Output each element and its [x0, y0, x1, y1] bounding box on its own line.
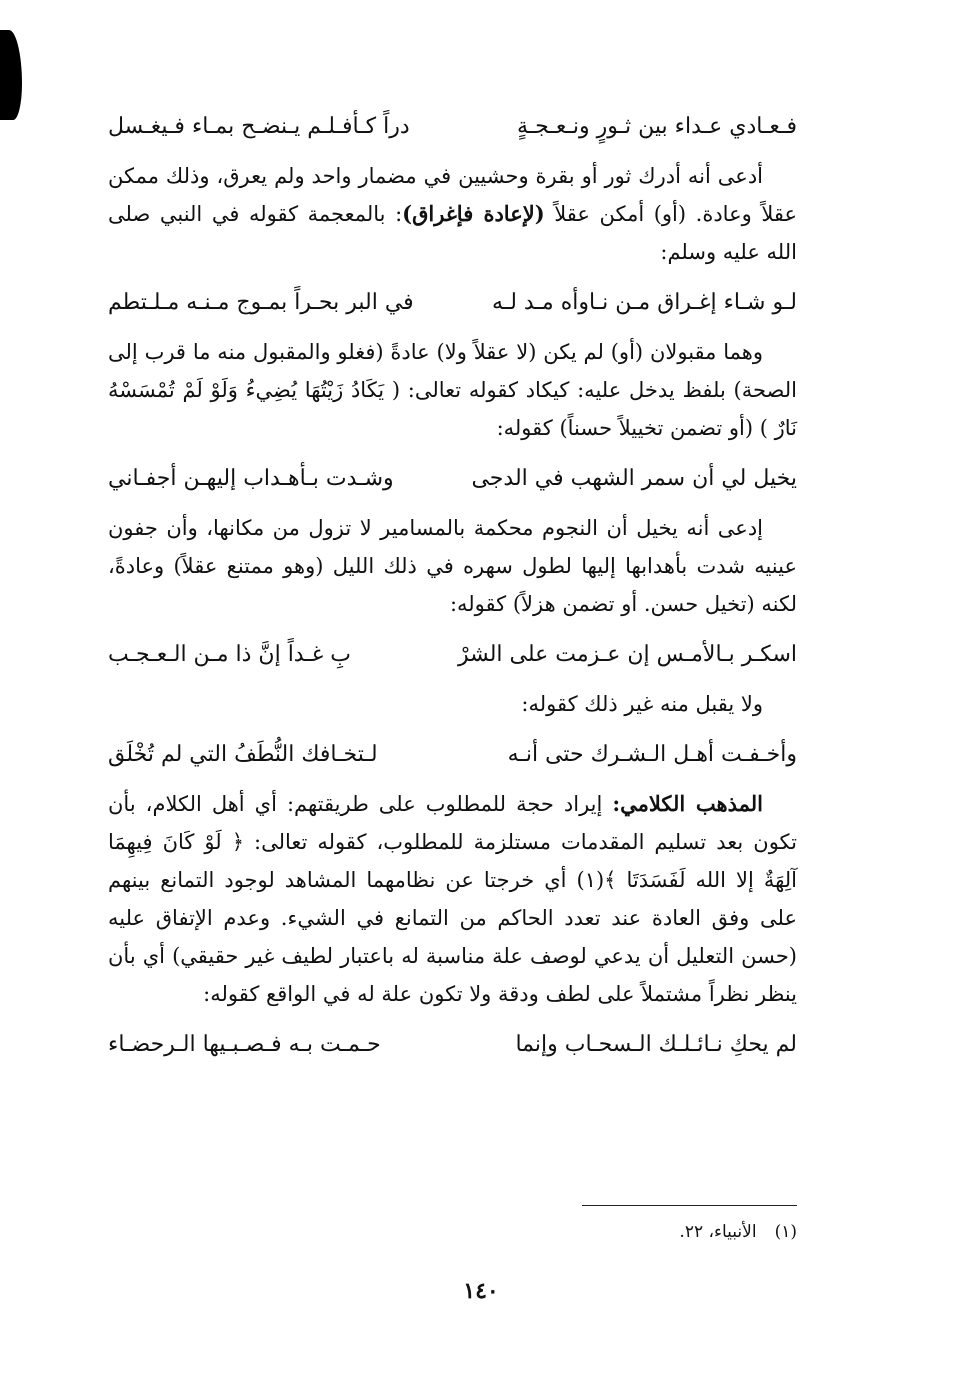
section-term: المذهب الكلامي: [612, 791, 763, 816]
scan-edge-mark [0, 30, 22, 120]
footnote-text: الأنبياء، ٢٢. [679, 1222, 757, 1242]
footnote-marker: (١) [774, 1222, 797, 1242]
verse-hemistich: اسكـر بـالأمـس إن عـزمت على الشرْ [457, 642, 797, 667]
verse-hemistich: حـمـت بـه فـصـبـيها الـرحضـاء [108, 1032, 381, 1057]
verse-hemistich: لـتخـافك النُّطَفُ التي لم تُخْلَق [108, 742, 378, 767]
verse-hemistich: وشـدت بـأهـداب إليهـن أجفـاني [108, 466, 394, 491]
footnote [679, 1222, 797, 1242]
verse-line [108, 1023, 797, 1067]
paragraph: أدعى أنه أدرك ثور أو بقرة وحشيين في مضمار واحد ولم يعرق، وذلك ممكن عقلاً وعادة. (أو) أمكن عقلاً (لإعادة فإغراق): بالمعجمة كقوله في النبي صلى الله عليه وسلم: [108, 164, 798, 264]
verse-line [108, 633, 797, 677]
verse-line [108, 457, 797, 501]
verse-line [108, 281, 797, 325]
verse-hemistich: وأخـفـت أهـل الـشـرك حتى أنـه [507, 742, 797, 767]
verse-hemistich: فـعـادي عـداء بين ثـورٍ ونـعـجـةٍ [516, 114, 797, 139]
paragraph: إدعى أنه يخيل أن النجوم محكمة بالمسامير لا تزول من مكانها، وأن جفون عينيه شدت بأهدابها إليها لطول سهره في ذلك الليل (وهو ممتنع عقلاً) وعادةً، لكنه (تخيل حسن. أو تضمن هزلاً) كقوله: [108, 516, 797, 616]
footnote-divider [582, 1205, 797, 1206]
verse-hemistich: بِ غـداً إنَّ ذا مـن الـعـجـب [108, 642, 352, 667]
paragraph: وهما مقبولان (أو) لم يكن (لا عقلاً ولا) عادةً (فغلو والمقبول منه ما قرب إلى الصحة) بلفظ يدخل عليه: كيكاد كقوله تعالى: ( يَكَادُ زَيْتُهَا يُضِيءُ وَلَوْ لَمْ تُمْسَسْهُ نَارٌ ) (أو تضمن تخييلاً حسناً) كقوله: [108, 340, 797, 440]
verse-hemistich: يخيل لي أن سمر الشهب في الدجى [471, 466, 797, 491]
page-number: ١٤٠ [463, 1278, 499, 1304]
bold-term: (لإعادة فإغراق) [402, 201, 545, 226]
page-body [108, 105, 797, 1075]
verse-hemistich: في البر بحـراً بمـوج مـنـه مـلـتطم [108, 290, 414, 315]
verse-line [108, 733, 797, 777]
paragraph: المذهب الكلامي: إيراد حجة للمطلوب على طريقتهم: أي أهل الكلام، بأن تكون بعد تسليم المقدمات مستلزمة للمطلوب، كقوله تعالى: ﴿ لَوْ كَانَ فِيهِمَا آلِهَةٌ إلا الله لَفَسَدَتَا ﴾(١) أي خرجتا عن نظامهما المشاهد لوجود التمانع بينهم على وفق العادة عند تعدد الحاكم من التمانع في الشيء. وعدم الإتفاق عليه (حسن التعليل أن يدعي لوصف علة مناسبة له باعتبار لطيف غير حقيقي) أي بأن ينظر نظراً مشتملاً على لطف ودقة ولا تكون علة له في الواقع كقوله: [108, 791, 797, 1006]
verse-hemistich: دراً كـأفـلـم يـنضـح بمـاء فـيغـسل [108, 114, 410, 139]
verse-hemistich: لـو شـاء إغـراق مـن نـاوأه مـد لـه [491, 290, 797, 315]
verse-line [108, 105, 797, 149]
paragraph: ولا يقبل منه غير ذلك كقوله: [521, 692, 763, 716]
verse-hemistich: لم يحكِ نـائـلـك الـسحـاب وإنما [515, 1032, 797, 1057]
